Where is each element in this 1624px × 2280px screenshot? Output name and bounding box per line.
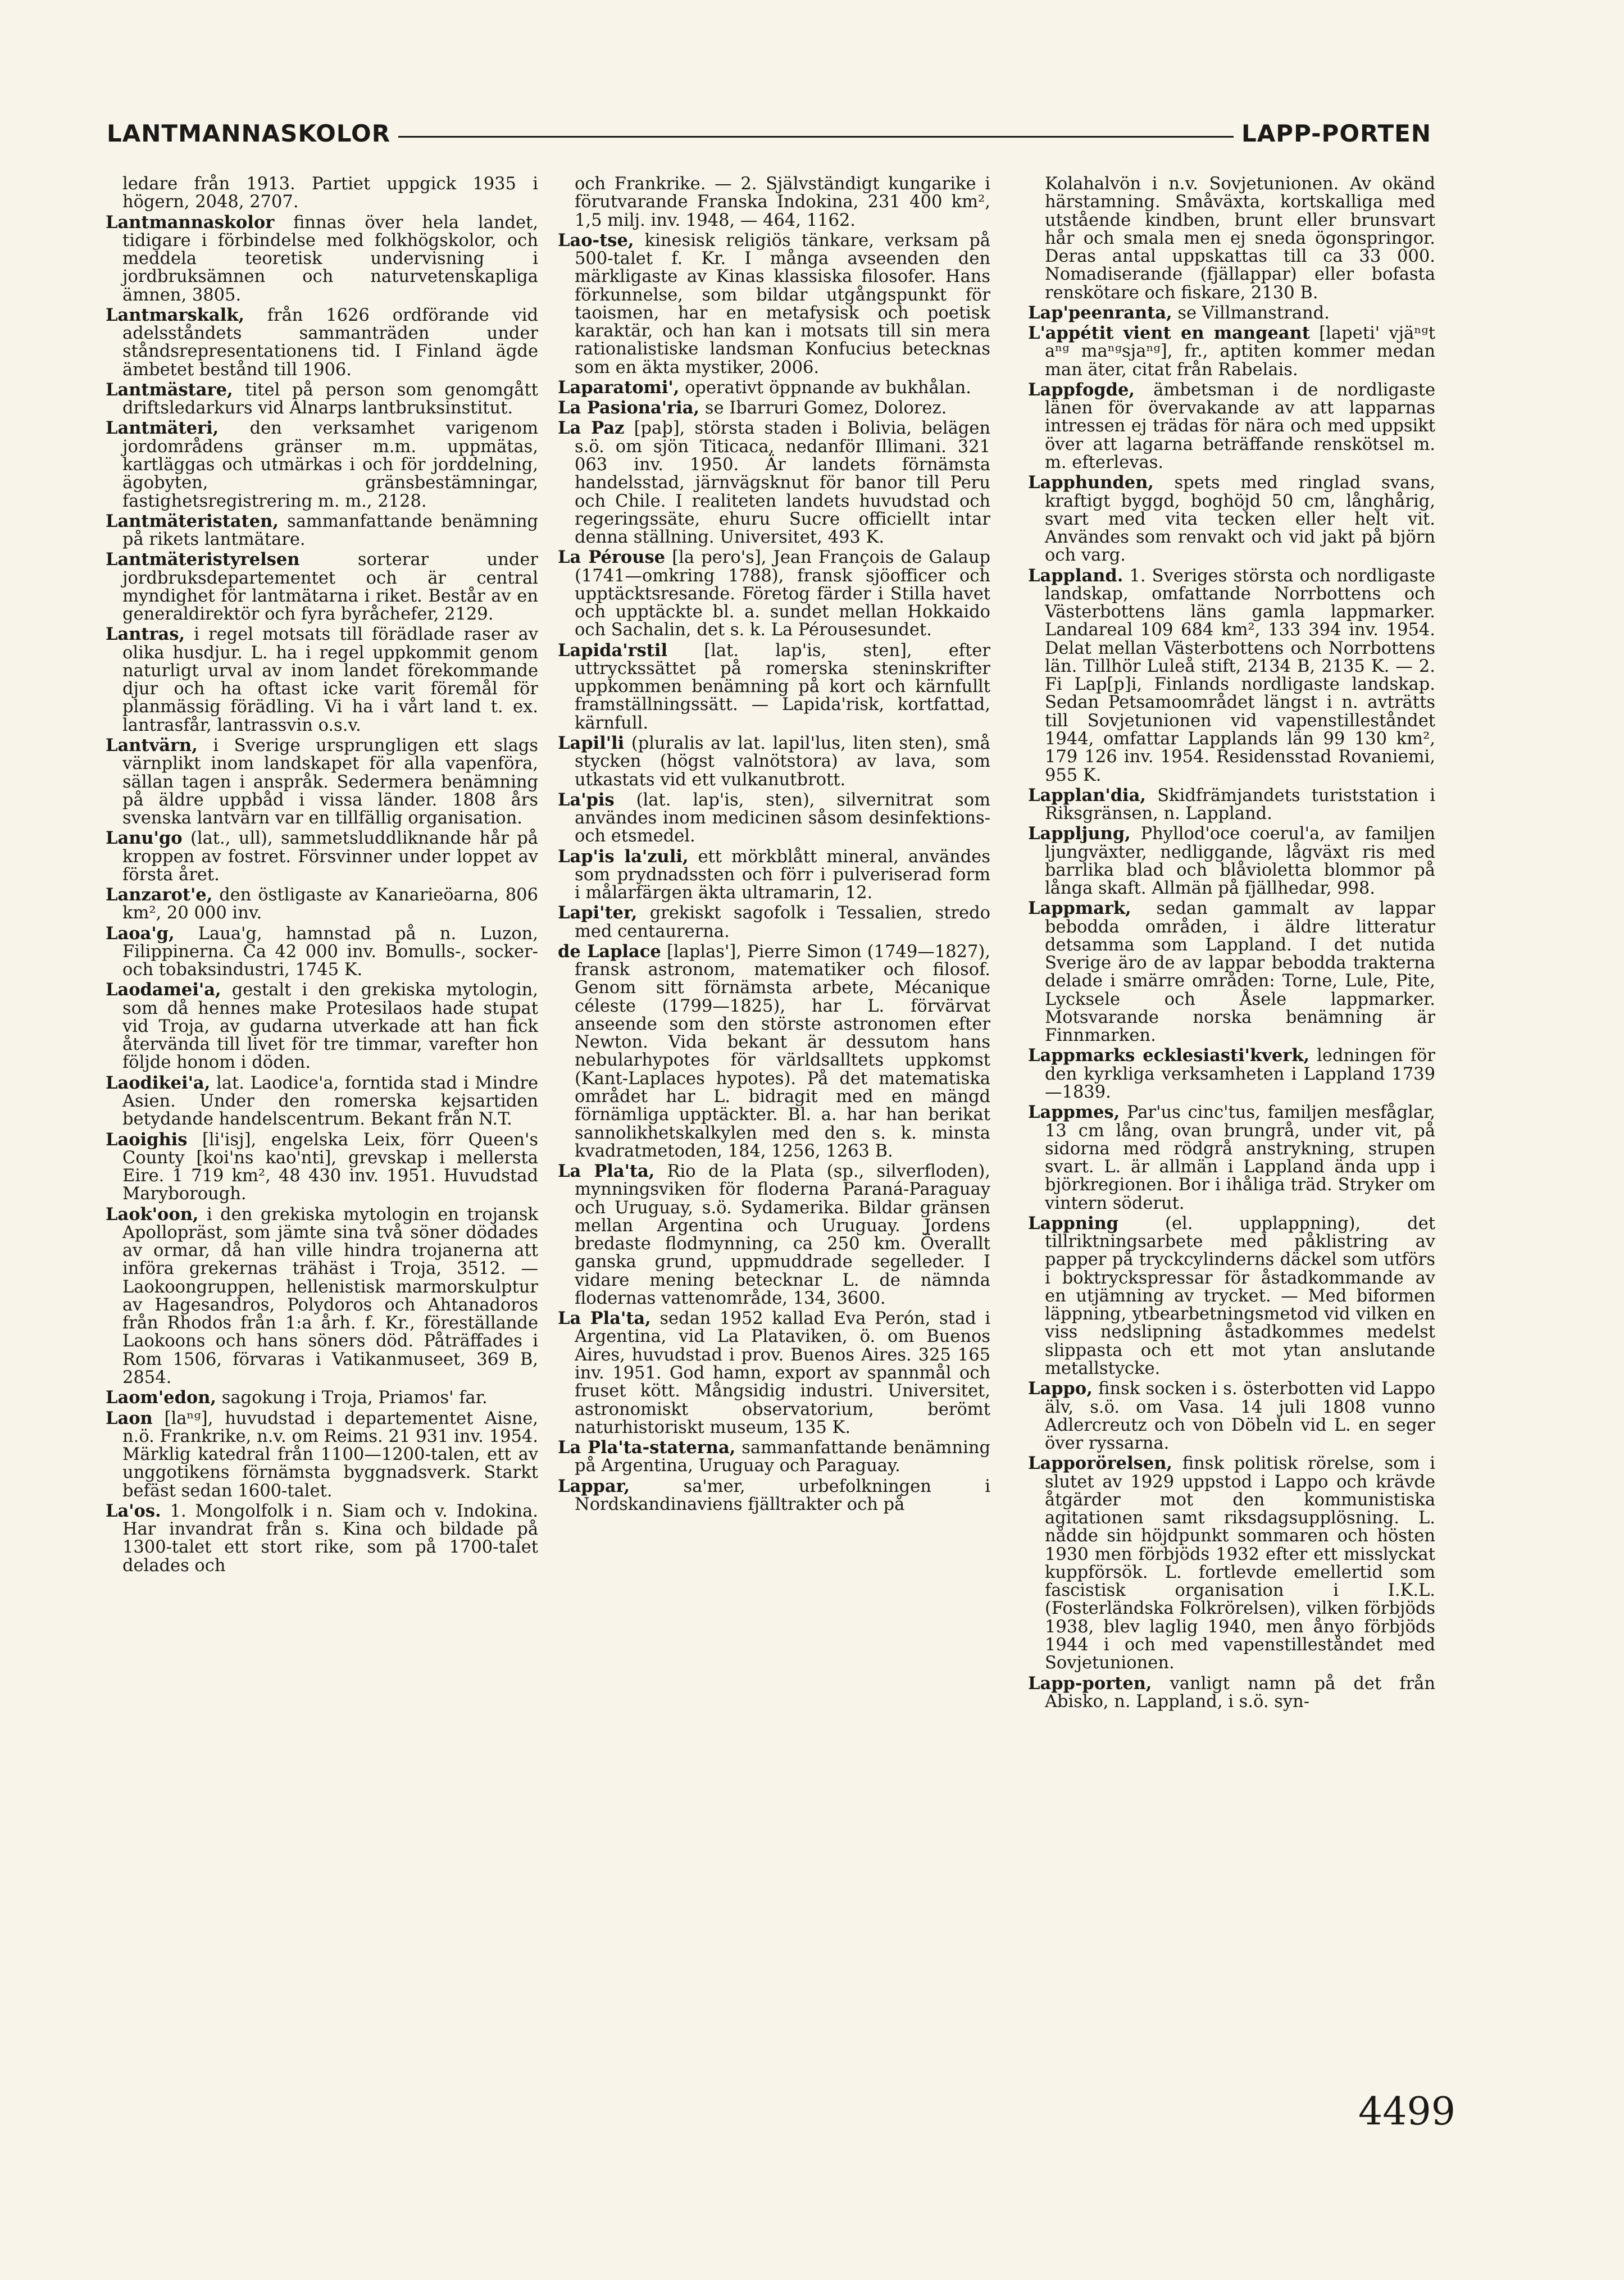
dictionary-entry — [558, 641, 990, 732]
entry-headword: Lantvärn, — [106, 735, 198, 756]
entry-headword: Lapp-porten, — [1028, 1673, 1152, 1694]
dictionary-entry — [106, 1205, 538, 1387]
entry-headword: Lapplan'dia, — [1028, 785, 1147, 805]
entry-text: Par'us cinc'tus, familjen mesfåglar, 13 cm lång, ovan brungrå, under vit, på sidorna med rödgrå anstrykning, strupen svart. L. är allmän i Lappland ända upp i björkregionen. Bor i ihåliga träd. Stryker om vintern söderut. — [1045, 1103, 1435, 1213]
entry-text: Phyllod'oce coerul'a, av familjen ljungväxter, nedliggande, lågväxt ris med barrlika blad och blåvioletta blommor på långa skaft. Allmän på fjällhedar, 998. — [1045, 824, 1435, 899]
entry-text: [lapeti' vjäⁿᵍt aⁿᵍ maⁿᵍsjaⁿᵍ], fr., aptiten kommer medan man äter, citat från Rabelais. — [1045, 324, 1436, 380]
dictionary-entry — [106, 1389, 538, 1407]
dictionary-entry — [106, 213, 538, 304]
dictionary-entry — [558, 791, 990, 846]
dictionary-entry — [558, 943, 990, 1161]
dictionary-entry — [1028, 1674, 1435, 1712]
entry-text: se Ibarruri Gomez, Dolorez. — [699, 398, 947, 418]
dictionary-entry — [1028, 1103, 1435, 1213]
entry-headword: Lappar, — [558, 1476, 630, 1496]
entry-headword: Lapi'ter, — [558, 903, 638, 923]
dictionary-entry — [1028, 1380, 1435, 1453]
entry-text: 1. Sveriges största och nordligaste landskap, omfattande Norrbottens och Västerbottens läns gamla lappmarker. Landareal 109 684 km², 133 394 inv. 1954. Delat mellan Västerbottens och Norrbottens län. Tillhör Luleå stift, 2134 B, 2135 K. — 2. Fi Lap[p]i, Finlands nordligaste landskap. Sedan Petsamoområdet längst i n. avträtts till Sovjetunionen vid vapenstilleståndet 1944, omfattar Lapplands län 99 130 km², 179 126 inv. 1954. Residensstad Rovaniemi, 955 K. — [1045, 566, 1435, 785]
header-left-guide-word: LANTMANNASKOLOR — [107, 117, 398, 151]
entry-text: finnas över hela landet, tidigare i förbindelse med folkhögskolor, och meddela teoretisk undervisning i jordbruksämnen och naturvetenskapliga ämnen, 3805. — [122, 212, 538, 305]
entry-continuation — [106, 175, 538, 212]
entry-text: vanligt namn på det från Abisko, n. Lappland, i s.ö. syn- — [1045, 1673, 1435, 1712]
dictionary-entry — [558, 1477, 990, 1514]
entry-headword: Lantmäteristaten, — [106, 511, 279, 531]
entry-headword: Lantmästare, — [106, 379, 233, 400]
entry-headword: Lappljung, — [1028, 823, 1131, 844]
dictionary-entry — [558, 1162, 990, 1308]
column-1 — [106, 175, 538, 1577]
dictionary-entry — [106, 981, 538, 1072]
entry-headword: La Pla'ta-staterna, — [558, 1437, 736, 1458]
entry-headword: Lappmes, — [1028, 1102, 1120, 1123]
entry-headword: Lapphunden, — [1028, 472, 1154, 493]
entry-headword: La Pérouse — [558, 547, 666, 568]
entry-text: (el. upplappning), det tillriktningsarbete med påklistring av papper på tryckcylinderns däckel som utförs i boktryckspressar för åstadkommande av en utjämning av trycket. — Med biformen läppning, ytbearbetningsmetod vid vilken en viss nedslipning åstadkommes medelst slippasta och ett mot ytan anslutande metallstycke. — [1045, 1213, 1435, 1378]
entry-text: finsk politisk rörelse, som i slutet av 1929 uppstod i Lappo och krävde åtgärder mot den kommunistiska agitationen samt riksdagsupplösning. L. nådde sin höjdpunkt sommaren och hösten 1930 men förbjöds 1932 efter ett misslyckat kuppförsök. L. fortlevde emellertid som fascistisk organisation i I.K.L. (Fosterländska Folkrörelsen), vilken förbjöds 1938, blev laglig 1940, men ånyo förbjöds 1944 i och med vapenstilleståndet med Sovjetunionen. — [1045, 1454, 1435, 1673]
column-3 — [1028, 175, 1435, 1713]
dictionary-entry — [106, 1502, 538, 1575]
entry-headword: Lappmark, — [1028, 898, 1131, 919]
entry-text: (lat., ull), sammetsluddliknande hår på kroppen av fostret. Försvinner under loppet av första året. — [122, 829, 538, 885]
entry-text: sammanfattande benämning på rikets lantmätare. — [122, 511, 538, 550]
entry-headword: La Pla'ta, — [558, 1308, 651, 1329]
entry-headword: Lapida'rstil — [558, 640, 668, 661]
entry-headword: Laom'edon, — [106, 1387, 217, 1408]
dictionary-entry — [1028, 899, 1435, 1045]
entry-headword: Lappning — [1028, 1213, 1119, 1234]
dictionary-entry — [1028, 1454, 1435, 1672]
dictionary-entry — [1028, 567, 1435, 785]
entry-text: sedan 1952 kallad Eva Perón, stad i Argentina, vid La Plataviken, ö. om Buenos Aires, huvudstad i prov. Buenos Aires. 325 165 inv. 1951. God hamn, export av spannmål och fruset kött. Mångsidig industri. Universitet, astronomiskt observatorium, berömt naturhistoriskt museum, 135 K. — [575, 1309, 990, 1437]
entry-continuation — [558, 175, 990, 230]
entry-headword: Laodamei'a, — [106, 980, 221, 1000]
dictionary-entry — [106, 1074, 538, 1129]
entry-headword: de Laplace — [558, 941, 661, 962]
entry-text: sammanfattande benämning på Argentina, Uruguay och Paraguay. — [575, 1438, 990, 1476]
dictionary-entry — [558, 848, 990, 903]
entry-text: Rio de la Plata (sp., silverfloden), mynningsviken för floderna Paraná-Paraguay och Uruguay, s.ö. Sydamerika. Bildar gränsen mellan Argentina och Uruguay. Jordens bredaste flodmynning, ca 250 km. Överallt ganska grund, uppmuddrade segelleder. I vidare mening betecknar L. de nämnda flodernas vattenområde, 134, 3600. — [575, 1162, 990, 1308]
entry-text: [la pero's], Jean François de Galaup (1741—omkring 1788), fransk sjöofficer och upptäcktsresande. Företog färder i Stilla havet och upptäckte bl. a. sundet mellan Hokkaido och Sachalin, det s. k. La Pérousesundet. — [575, 548, 990, 640]
entry-continuation — [1028, 175, 1435, 302]
dictionary-entry — [106, 381, 538, 418]
dictionary-entry — [558, 231, 990, 377]
entry-headword: Laparatomi', — [558, 377, 680, 398]
dictionary-entry — [558, 379, 990, 397]
entry-headword: Lapporörelsen, — [1028, 1453, 1173, 1474]
entry-headword: Lappland. — [1028, 565, 1123, 586]
entry-headword: Lap'is la'zuli, — [558, 846, 689, 867]
entry-headword: La Paz — [558, 418, 625, 439]
entry-text: grekiskt sagofolk i Tessalien, stredo med centaurerna. — [575, 903, 990, 941]
dictionary-entry — [1028, 1046, 1435, 1102]
dictionary-entry — [1028, 825, 1435, 898]
dictionary-entry — [106, 1131, 538, 1204]
entry-text: Kolahalvön i n.v. Sovjetunionen. Av okänd härstamning. Småväxta, kortskalliga med utstående kindben, brunt eller brunsvart hår och smala men ej sneda ögonspringor. Deras antal uppskattas till ca 33 000. Nomadiserande (fjällappar) eller bofasta renskötare och fiskare, 2130 B. — [1045, 174, 1435, 303]
entry-headword: La'pis — [558, 789, 615, 810]
entry-text: gestalt i den grekiska mytologin, som då hennes make Protesilaos hade stupat vid Troja, av gudarna utverkade att han fick återvända till livet för tre timmar, varefter hon följde honom i döden. — [122, 980, 538, 1073]
entry-text: sorterar under jordbruksdepartementet och är central myndighet för lantmätarna i riket. Består av en generaldirektör och fyra byråchefer, 2129. — [122, 550, 538, 625]
entry-text: ledningen för den kyrkliga verksamheten i Lappland 1739—1839. — [1045, 1046, 1435, 1103]
dictionary-entry — [106, 925, 538, 980]
dictionary-entry — [106, 1409, 538, 1500]
dictionary-entry — [106, 736, 538, 827]
entry-text: sa'mer, urbefolkningen i Nordskandinaviens fjälltrakter och på — [575, 1476, 990, 1514]
entry-text: [lat. lap'is, sten], efter uttryckssättet på romerska steninskrifter uppkommen benämning på kort och kärnfullt framställningssätt. — Lapida'risk, kortfattad, kärnfull. — [575, 640, 990, 733]
entry-headword: Lao-tse, — [558, 230, 634, 251]
entry-text: i regel motsats till förädlade raser av olika husdjur. L. ha i regel uppkommit genom naturligt urval av inom landet förekommande djur och ha oftast icke varit föremål för planmässig förädling. Vi ha i vårt land t. ex. lantrasfår, lantrassvin o.s.v. — [122, 625, 538, 735]
entry-text: den östligaste av Kanarieöarna, 806 km², 20 000 inv. — [122, 885, 538, 923]
entry-text: sedan gammalt av lappar bebodda områden, i äldre litteratur detsamma som Lappland. I det nutida Sverige äro de av lappar bebodda trakterna delade i smärre områden: Torne, Lule, Pite, Lycksele och Åsele lappmarker. Motsvarande norska benämning är Finnmarken. — [1045, 899, 1435, 1046]
entry-headword: Lanzarot'e, — [106, 885, 213, 905]
entry-text: sagokung i Troja, Priamos' far. — [216, 1388, 488, 1408]
entry-headword: Lapil'li — [558, 732, 625, 753]
entry-text: ett mörkblått mineral, användes som prydnadssten och förr i pulveriserad form i målarfärgen äkta ultramarin, 12. — [575, 847, 990, 903]
entry-text: kinesisk religiös tänkare, verksam på 500-talet f. Kr. I många avseenden den märkligaste av Kinas klassiska filosofer. Hans förkunnelse, som bildar utgångspunkt för taoismen, har en metafysisk och poetisk karaktär, och han kan i motsats till sin mera rationalistiske landsman Konfucius betecknas som en äkta mystiker, 2006. — [575, 230, 990, 377]
entry-text: [paþ], största staden i Bolivia, belägen s.ö. om sjön Titicaca, nedanför Illimani. 321 063 inv. 1950. Är landets förnämsta handelsstad, järnvägsknut för banor till Peru och Chile. I realiteten landets huvudstad och regeringssäte, ehuru Sucre officiellt intar denna ställning. Universitet, 493 K. — [575, 418, 990, 548]
entry-text: i Sverige ursprungligen ett slags värnplikt inom landskapet för alla vapenföra, sällan tagen i anspråk. Sedermera benämning på äldre uppbåd i vissa länder. 1808 års svenska lantvärn var en tillfällig organisation. — [122, 735, 538, 829]
entry-headword: La'os. — [106, 1500, 161, 1521]
entry-headword: Lantras, — [106, 624, 185, 645]
dictionary-entry — [1028, 1214, 1435, 1378]
entry-headword: Lanu'go — [106, 828, 183, 849]
entry-headword: Lantmäteristyrelsen — [106, 549, 300, 570]
dictionary-entry — [558, 399, 990, 417]
entry-text: [laplas'], Pierre Simon (1749—1827), fransk astronom, matematiker och filosof. Genom sitt förnämsta arbete, Mécanique céleste (1799—1825), har L. förvärvat anseende som den störste astronomen efter Newton. Vida bekant är dessutom hans nebularhypotes för världsalltets uppkomst (Kant-Laplaces hypotes). På det matematiska området har L. bidragit med en mängd förnämliga upptäckter. Bl. a. har han berikat sannolikhetskalkylen med den s. k. minsta kvadratmetoden, 184, 1256, 1263 B. — [575, 941, 990, 1161]
dictionary-entry — [106, 550, 538, 624]
entry-headword: La Pla'ta, — [558, 1161, 655, 1182]
entry-headword: L'appétit vient en mangeant — [1028, 323, 1310, 344]
entry-text: (lat. lap'is, sten), silvernitrat som användes inom medicinen såsom desinfektions- och etsmedel. — [575, 790, 990, 847]
entry-text: lat. Laodice'a, forntida stad i Mindre Asien. Under den romerska kejsartiden betydande handelscentrum. Bekant från N.T. — [122, 1073, 538, 1130]
entry-text: den verksamhet varigenom jordområdens gränser m.m. uppmätas, kartläggas och utmärkas i och för jorddelning, ägobyten, gränsbestämningar, fastighetsregistrering m. m., 2128. — [122, 418, 538, 511]
entry-text: finsk socken i s. österbotten vid Lappo älv, s.ö. om Vasa. 14 juli 1808 vunno Adlercreutz och von Döbeln vid L. en seger över ryssarna. — [1045, 1379, 1435, 1454]
entry-headword: Lap'peenranta, — [1028, 302, 1172, 323]
entry-text: [li'isj], engelska Leix, förr Queen's County [koi'ns kao'nti], grevskap i mellersta Eire. 1 719 km², 48 430 inv. 1951. Huvudstad Maryborough. — [122, 1130, 538, 1204]
entry-headword: Lantmäteri, — [106, 418, 219, 439]
entry-headword: Lappo, — [1028, 1378, 1093, 1399]
entry-text: operativt öppnande av bukhålan. — [679, 377, 971, 398]
page-number: 4499 — [1358, 2090, 1456, 2134]
entry-text: (pluralis av lat. lapil'lus, liten sten), små stycken (högst valnötstora) av lava, som utkastats vid ett vulkanutbrott. — [575, 733, 990, 790]
entry-headword: Lantmarskalk, — [106, 304, 244, 325]
running-header — [107, 117, 1431, 151]
dictionary-entry — [106, 512, 538, 549]
entry-text: spets med ringlad svans, kraftigt byggd, boghöjd 50 cm, långhårig, svart med vita tecken eller helt vit. Användes som renvakt och vid jakt på björn och varg. — [1045, 473, 1435, 566]
dictionary-entry — [106, 829, 538, 884]
entry-text: ämbetsman i de nordligaste länen för övervakande av att lapparnas intressen ej trädas för nära och med uppsikt över att lagarna beträffande renskötsel m. m. efterlevas. — [1045, 380, 1435, 472]
dictionary-entry — [558, 904, 990, 941]
entry-headword: Lantmannaskolor — [106, 212, 275, 233]
entry-text: från 1626 ordförande vid adelsståndets sammanträden under ståndsrepresentationens tid. I Finland ägde ämbetet bestånd till 1906. — [122, 305, 538, 380]
dictionary-entry — [558, 419, 990, 547]
entry-headword: Laodikei'a, — [106, 1072, 211, 1093]
entry-headword: Lappmarks ecklesiasti'kverk, — [1028, 1045, 1310, 1066]
column-2 — [558, 175, 990, 1516]
entry-text: och Frankrike. — 2. Självständigt kungarike i förutvarande Franska Indokina, 231 400 km², 1,5 milj. inv. 1948, — 464, 1162. — [575, 174, 990, 230]
dictionary-entry — [106, 419, 538, 510]
entry-text: i den grekiska mytologin en trojansk Apollopräst, som jämte sina två söner dödades av ormar, då han ville hindra trojanerna att införa grekernas trähäst i Troja, 3512. — Laokoongruppen, hellenistisk marmorskulptur av Hagesandros, Polydoros och Ahtanadoros från Rhodos från 1:a årh. f. Kr., föreställande Laokoons och hans söners död. Påträffades i Rom 1506, förvaras i Vatikanmuseet, 369 B, 2854. — [122, 1204, 538, 1387]
dictionary-entry — [106, 886, 538, 923]
dictionary-entry — [106, 625, 538, 735]
dictionary-entry — [1028, 324, 1435, 379]
dictionary-entry — [558, 1439, 990, 1476]
dictionary-entry — [558, 548, 990, 639]
dictionary-entry — [1028, 381, 1435, 472]
entry-text: Laua'g, hamnstad på n. Luzon, Filippinerna. Ca 42 000 inv. Bomulls-, socker- och tobaksindustri, 1745 K. — [122, 923, 538, 980]
dictionary-entry — [106, 306, 538, 379]
entry-headword: Laoighis — [106, 1129, 188, 1150]
entry-text: [laⁿᵍ], huvudstad i departementet Aisne, n.ö. Frankrike, n.v. om Reims. 21 931 inv. 1954. Märklig katedral från 1100—1200-talen, ett av unggotikens förnämsta byggnadsverk. Starkt befäst sedan 1600-talet. — [122, 1408, 538, 1501]
entry-text: se Villmanstrand. — [1172, 303, 1330, 323]
entry-headword: Laon — [106, 1408, 153, 1428]
entry-text: Skidfrämjandets turiststation i Riksgränsen, n. Lappland. — [1045, 785, 1435, 824]
entry-headword: Lappfogde, — [1028, 379, 1135, 400]
entry-text: titel på person som genomgått driftsledarkurs vid Alnarps lantbruksinstitut. — [122, 380, 538, 418]
entry-headword: Laoa'g, — [106, 923, 175, 944]
entry-text: 1. Mongolfolk i n. Siam och v. Indokina. Har invandrat från s. Kina och bildade på 1300-talet ett stort rike, som på 1700-talet delades och — [122, 1501, 538, 1576]
dictionary-entry — [1028, 474, 1435, 565]
dictionary-entry — [1028, 304, 1435, 322]
dictionary-entry — [558, 734, 990, 789]
entry-text: ledare från 1913. Partiet uppgick 1935 i högern, 2048, 2707. — [122, 174, 538, 212]
dictionary-entry — [1028, 786, 1435, 823]
entry-headword: La Pasiona'ria, — [558, 398, 700, 418]
header-right-guide-word: LAPP-PORTEN — [1234, 117, 1431, 151]
dictionary-entry — [558, 1309, 990, 1437]
entry-headword: Laok'oon, — [106, 1204, 199, 1225]
